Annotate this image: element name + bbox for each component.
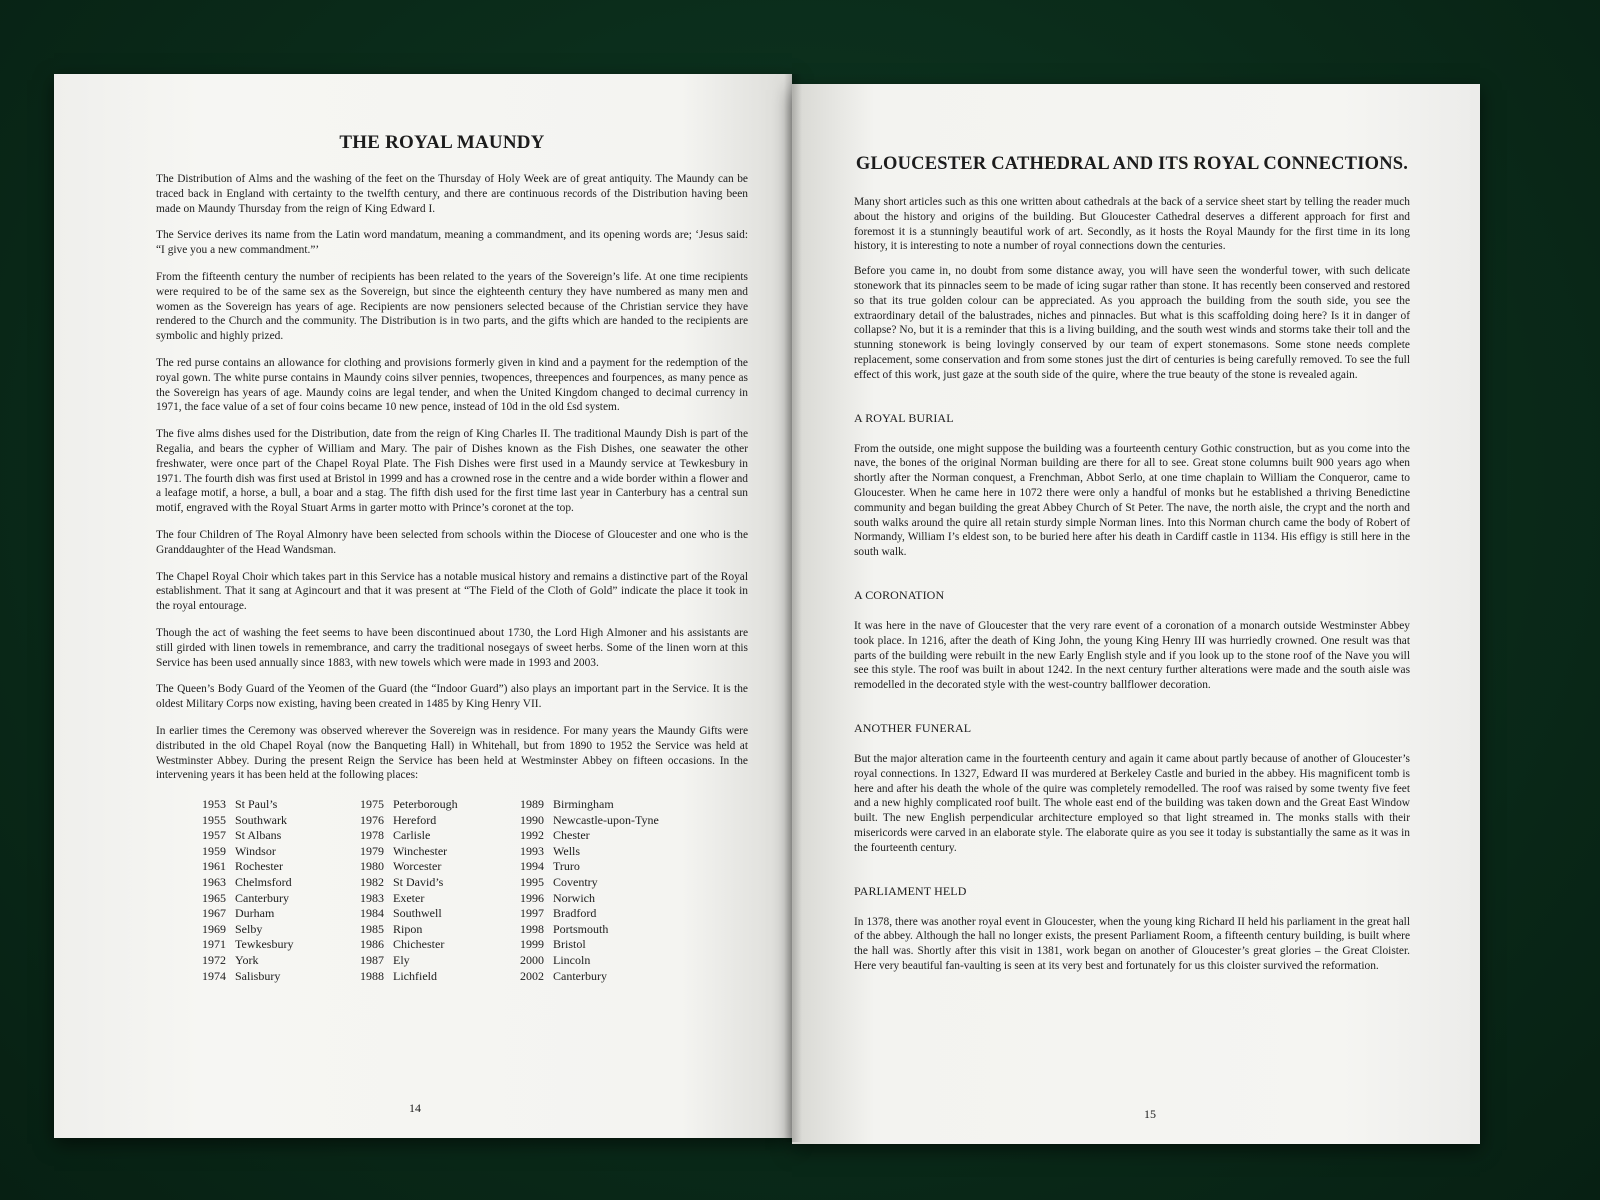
- places-column-2: [360, 797, 490, 984]
- list-item: [202, 828, 330, 844]
- place: York: [235, 953, 259, 968]
- place: Chelmsford: [235, 875, 292, 890]
- year: 1987: [360, 953, 384, 968]
- places-column-3: [520, 797, 700, 984]
- year: 1969: [202, 921, 226, 936]
- list-item: [202, 937, 330, 953]
- paragraph: From the outside, one might suppose the building was a fourteenth century Gothic construction, but as you come into the nave, the bones of the original Norman building are there for all to see. Great stone columns built 900 years ago when shortly after the Norman conquest, a Frenchman, Abbot Serlo, at one time chaplain to William the Conqueror, came to Gloucester. When he came here in 1072 there were only a handful of monks but he established a thriving Benedictine community and began building the great Abbey Church of St Peter. The nave, the north aisle, the crypt and the north and south walks around the quire all retain sturdy simple Norman lines. Into this Norman church came the body of Robert of Normandy, William I’s eldest son, to be buried here after his death in Cardiff castle in 1134. His effigy is still here in the south walk.: [854, 442, 1410, 559]
- year: 1975: [360, 797, 384, 812]
- list-item: [520, 922, 700, 938]
- year: 1974: [202, 968, 226, 983]
- section-heading: A CORONATION: [854, 587, 945, 602]
- paragraph: The five alms dishes used for the Distribution, date from the reign of King Charles II. The traditional Maundy Dish is part of the Regalia, and bears the cypher of William and Mary. The pair of Dishes known as the Fish Dishes, one seawater the other freshwater, were once part of the Chapel Royal Plate. The Fish Dishes were first used in a Maundy service at Tewkesbury in 1971. The fourth dish was first used at Bristol in 1999 and has a crowned rose in the centre and a wide border within a flower and a leafage motif, a horse, a bull, a boar and a stag. The fifth dish used for the first time last year in Canterbury has a central sun motif, engraved with the Royal Stuart Arms in garter motto with Prince’s coronet at the top.: [156, 428, 748, 515]
- year: 2000: [520, 953, 544, 968]
- paragraph: It was here in the nave of Gloucester that the very rare event of a coronation of a monarch outside Westminster Abbey took place. In 1216, after the death of King John, the young King Henry III was hurriedly crowned. One result was that parts of the building were rebuilt in the new Early English style and if you look up to the stone roof of the Nave you will see this style. The roof was built in about 1242. In the next century further alterations were made and the south aisle was remodelled in the decorated style with the west-country ballflower decoration.: [854, 619, 1410, 692]
- page-number: 14: [409, 1101, 421, 1115]
- place: Durham: [235, 906, 275, 921]
- paragraph: The Chapel Royal Choir which takes part in this Service has a notable musical history and remains a distinctive part of the Royal establishment. That it sang at Agincourt and that it was present at “The Field of the Cloth of Gold” indicate the place it took in the royal entourage.: [156, 570, 748, 613]
- year: 1971: [202, 937, 226, 952]
- place: Portsmouth: [553, 921, 609, 936]
- place: Exeter: [393, 890, 425, 905]
- year: 1979: [360, 843, 384, 858]
- list-item: [202, 969, 330, 985]
- year: 1984: [360, 906, 384, 921]
- year: 1965: [202, 890, 226, 905]
- year: 1978: [360, 828, 384, 843]
- list-item: [520, 891, 700, 907]
- year: 1994: [520, 859, 544, 874]
- section-heading: A ROYAL BURIAL: [854, 410, 954, 425]
- year: 1992: [520, 828, 544, 843]
- place: St David’s: [393, 875, 444, 890]
- place: Windsor: [235, 843, 276, 858]
- place: Selby: [235, 921, 263, 936]
- list-item: [360, 828, 490, 844]
- place: Carlisle: [393, 828, 431, 843]
- list-item: [360, 891, 490, 907]
- paragraph: From the fifteenth century the number of recipients has been related to the years of the Sovereign’s life. At one time recipients were required to be of the same sex as the Sovereign, but since the eighteenth century they have numbered as many men and women as the Sovereign has years of age. Recipients are now pensioners selected because of the Christian service they have rendered to the Church and the community. The Distribution is in two parts, and the gifts which are handed to the recipients are symbolic and highly prized.: [156, 270, 748, 343]
- list-item: [520, 875, 700, 891]
- left-page: [54, 74, 792, 1138]
- place: Chester: [553, 828, 590, 843]
- place: Ely: [393, 953, 410, 968]
- year: 1989: [520, 797, 544, 812]
- section-heading: PARLIAMENT HELD: [854, 883, 967, 898]
- place: Truro: [553, 859, 580, 874]
- paragraph: Before you came in, no doubt from some distance away, you will have seen the wonderful tower, with such delicate stonework that its pinnacles seem to be made of icing sugar rather than stone. It has recently been conserved and restored so that its true golden colour can be appreciated. As you approach the building from the south side, you see the extraordinary detail of the balustrades, niches and pinnacles. But what is this scaffolding doing here? Is it in danger of collapse? No, but it is a reminder that this is a living building, and the south west winds and storms take their toll and the stunning stonework is being lovingly conserved by our team of expert stonemasons. Some stone needs complete replacement, some conservation and from some stones just the dirt of centuries is being carefully removed. To see the full effect of this work, just gaze at the south side of the quire, where the true beauty of the stone is revealed again.: [854, 265, 1410, 381]
- list-item: [360, 859, 490, 875]
- place: Bristol: [553, 937, 586, 952]
- paragraph: In earlier times the Ceremony was observed wherever the Sovereign was in residence. For many years the Maundy Gifts were distributed in the old Chapel Royal (now the Banqueting Hall) in Whitehall, but from 1890 to 1952 the Service was held at Westminster Abbey. During the present Reign the Service has been held at Westminster Abbey on fifteen occasions. In the intervening years it has been held at the following places:: [156, 724, 748, 782]
- paragraph: The Queen’s Body Guard of the Yeomen of the Guard (the “Indoor Guard”) also plays an important part in the Service. It is the oldest Military Corps now existing, having been created in 1485 by King Henry VII.: [156, 683, 748, 711]
- place: Lichfield: [393, 968, 437, 983]
- paragraph: In 1378, there was another royal event in Gloucester, when the young king Richard II held his parliament in the great hall of the abbey. Although the hall no longer exists, the present Parliament Room, a fifteenth century building, is built where the hall was. Shortly after this visit in 1381, work began on another of Gloucester’s great glories – the Great Cloister. Here very beautiful fan-vaulting is seen at its very best and fortunately for us this cloister survived the reformation.: [854, 915, 1410, 972]
- place: Wells: [553, 843, 581, 858]
- year: 2002: [520, 968, 544, 983]
- place: Southwark: [235, 812, 287, 827]
- list-item: [202, 922, 330, 938]
- year: 1995: [520, 875, 544, 890]
- year: 1996: [520, 890, 544, 905]
- place: Ripon: [393, 921, 423, 936]
- year: 1953: [202, 797, 226, 812]
- year: 1985: [360, 921, 384, 936]
- places-column-1: [202, 797, 330, 984]
- place: St Paul’s: [235, 797, 278, 812]
- year: 1972: [202, 953, 226, 968]
- list-item: [202, 953, 330, 969]
- place: Coventry: [553, 875, 598, 890]
- year: 1999: [520, 937, 544, 952]
- list-item: [360, 937, 490, 953]
- paragraph: But the major alteration came in the fourteenth century and again it came about partly because of another of Gloucester’s royal connections. In 1327, Edward II was murdered at Berkeley Castle and buried in the abbey. His magnificent tomb is here and after his death the whole of the quire was completely remodelled. The roof was raised by some twenty five feet and a new highly complicated roof built. The whole east end of the building was taken down and the Great East Window built. The new English perpendicular architecture employed so that light streamed in. The monks stalls with their misericords were carved in an elaborate style. The elaborate quire as you see it today is substantially the same as it was in the fourteenth century.: [854, 752, 1410, 854]
- list-item: [520, 859, 700, 875]
- list-item: [520, 906, 700, 922]
- list-item: [202, 906, 330, 922]
- year: 1986: [360, 937, 384, 952]
- page-number: 15: [1144, 1107, 1156, 1121]
- year: 1955: [202, 812, 226, 827]
- place: Peterborough: [393, 797, 458, 812]
- list-item: [202, 859, 330, 875]
- place: Southwell: [393, 906, 442, 921]
- list-item: [202, 844, 330, 860]
- year: 1963: [202, 875, 226, 890]
- year: 1988: [360, 968, 384, 983]
- place: Chichester: [393, 937, 445, 952]
- list-item: [360, 813, 490, 829]
- place: Canterbury: [235, 890, 289, 905]
- page-title-gloucester-cathedral: GLOUCESTER CATHEDRAL AND ITS ROYAL CONNECTIONS.: [855, 154, 1409, 174]
- paragraph: Many short articles such as this one written about cathedrals at the back of a service sheet start by telling the reader much about the history and origins of the building. But Gloucester Cathedral deserves a different approach for first and foremost it is a stunningly beautiful work of art. Secondly, as it hosts the Royal Maundy for the first time in its long history, it is interesting to note a number of royal connections down the centuries.: [854, 196, 1410, 253]
- paragraph: The Service derives its name from the Latin word mandatum, meaning a commandment, and its opening words are; ‘Jesus said: “I give you a new commandment.”’: [156, 229, 748, 257]
- maundy-places-list: [202, 797, 748, 984]
- page-title-royal-maundy: THE ROYAL MAUNDY: [339, 132, 545, 153]
- place: Newcastle-upon-Tyne: [553, 812, 659, 827]
- place: Salisbury: [235, 968, 281, 983]
- right-page: [792, 84, 1480, 1144]
- place: Canterbury: [553, 968, 607, 983]
- year: 1957: [202, 828, 226, 843]
- paragraph: The red purse contains an allowance for clothing and provisions formerly given in kind and a payment for the redemption of the royal gown. The white purse contains in Maundy coins silver pennies, twopences, threepences and fourpences, as many pence as the Sovereign has years of age. Maundy coins are legal tender, and when the United Kingdom changed to decimal currency in 1971, the face value of a set of four coins became 10 new pence, instead of 10d in the old £sd system.: [156, 356, 748, 414]
- list-item: [202, 875, 330, 891]
- list-item: [520, 953, 700, 969]
- year: 1961: [202, 859, 226, 874]
- section-heading: ANOTHER FUNERAL: [854, 720, 972, 735]
- paragraph: Though the act of washing the feet seems to have been discontinued about 1730, the Lord High Almoner and his assistants are still girded with linen towels in remembrance, and carry the traditional nosegays of sweet herbs. Some of the linen worn at this Service has been used annually since 1883, with new towels which were made in 1993 and 2003.: [156, 626, 748, 669]
- year: 1959: [202, 843, 226, 858]
- year: 1998: [520, 921, 544, 936]
- list-item: [360, 797, 490, 813]
- list-item: [360, 922, 490, 938]
- list-item: [202, 813, 330, 829]
- year: 1980: [360, 859, 384, 874]
- list-item: [520, 813, 700, 829]
- paragraph: The four Children of The Royal Almonry have been selected from schools within the Diocese of Gloucester and one who is the Granddaughter of the Head Wandsman.: [156, 528, 748, 556]
- year: 1982: [360, 875, 384, 890]
- place: Tewkesbury: [235, 937, 294, 952]
- list-item: [202, 891, 330, 907]
- booklet-spine: [784, 74, 802, 1142]
- list-item: [360, 875, 490, 891]
- list-item: [520, 937, 700, 953]
- place: Rochester: [235, 859, 283, 874]
- year: 1993: [520, 843, 544, 858]
- place: Lincoln: [553, 953, 591, 968]
- open-booklet: [54, 74, 1480, 1154]
- year: 1997: [520, 906, 544, 921]
- place: Worcester: [393, 859, 442, 874]
- list-item: [202, 797, 330, 813]
- paragraph: The Distribution of Alms and the washing of the feet on the Thursday of Holy Week are of great antiquity. The Maundy can be traced back in England with certainty to the twelfth century, and there are continuous records of the Distribution having been made on Maundy Thursday from the reign of King Edward I.: [156, 173, 748, 215]
- place: Norwich: [553, 890, 595, 905]
- place: Hereford: [393, 812, 437, 827]
- list-item: [520, 969, 700, 985]
- year: 1990: [520, 812, 544, 827]
- list-item: [360, 969, 490, 985]
- list-item: [360, 906, 490, 922]
- list-item: [520, 844, 700, 860]
- place: Birmingham: [553, 797, 614, 812]
- year: 1983: [360, 890, 384, 905]
- list-item: [520, 797, 700, 813]
- list-item: [360, 844, 490, 860]
- list-item: [520, 828, 700, 844]
- list-item: [360, 953, 490, 969]
- year: 1967: [202, 906, 226, 921]
- place: Bradford: [553, 906, 597, 921]
- year: 1976: [360, 812, 384, 827]
- place: Winchester: [393, 843, 448, 858]
- place: St Albans: [235, 828, 282, 843]
